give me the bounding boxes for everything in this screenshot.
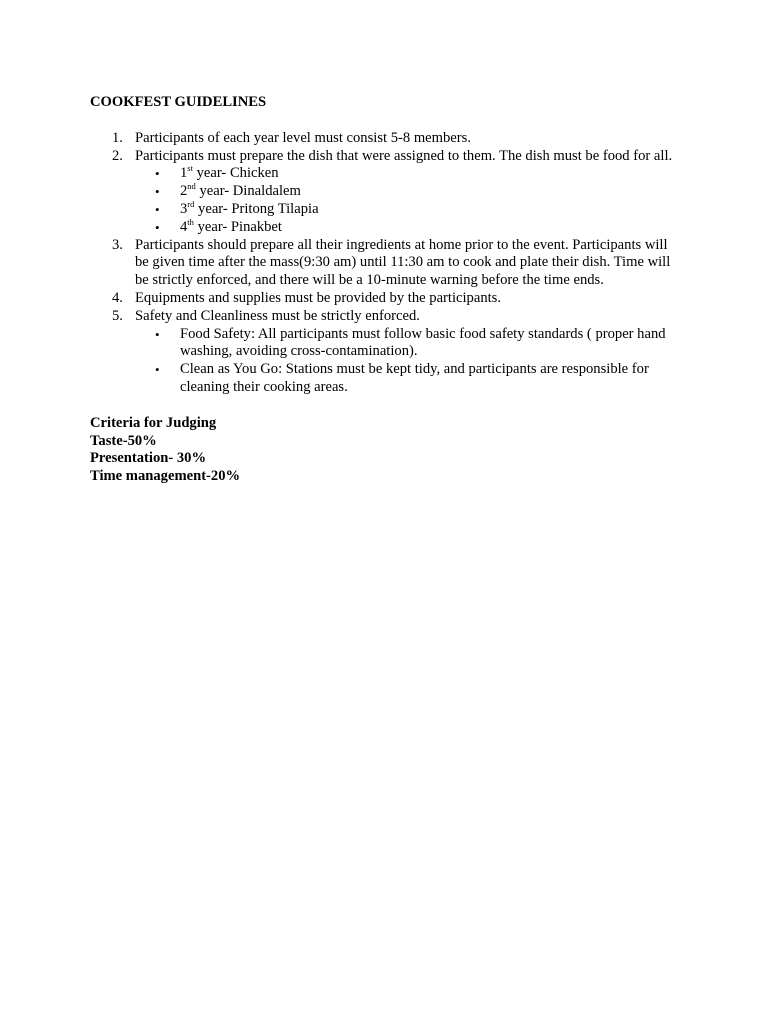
sub-list-item-text: Clean as You Go: Stations must be kept tidy, and participants are responsible for cleaning their cooking areas. [180, 361, 649, 395]
list-item [90, 308, 680, 397]
bullet-icon: • [155, 326, 160, 342]
sub-list-item [135, 361, 680, 397]
ordinal-suffix: st [187, 163, 193, 174]
sub-list-item [135, 198, 680, 219]
year-dish-text: year- Dinaldalem [195, 183, 301, 200]
list-item-number: 5. [112, 307, 123, 324]
list-item-number: 1. [112, 129, 123, 146]
bullet-icon: • [155, 219, 160, 235]
bullet-icon: • [155, 362, 160, 378]
safety-list [135, 326, 680, 397]
sub-list-item-text: Food Safety: All participants must follow basic food safety standards ( proper hand washing, avoiding cross-contamination). [180, 325, 666, 360]
guidelines-list [90, 130, 680, 397]
year-number: 2 [180, 183, 188, 200]
ordinal-suffix: rd [187, 198, 195, 209]
list-item [90, 237, 680, 290]
list-item-number: 4. [112, 289, 123, 306]
sub-list-item [135, 183, 680, 201]
criteria-heading: Criteria for Judging [90, 414, 217, 431]
list-item-text: Safety and Cleanliness must be strictly enforced. [135, 307, 420, 324]
year-number: 4 [180, 218, 188, 235]
list-item-text: Participants of each year level must consist 5-8 members. [135, 129, 471, 146]
list-item-text: Participants must prepare the dish that were assigned to them. The dish must be food for all. [135, 147, 673, 164]
ordinal-suffix: th [187, 216, 194, 227]
year-dish-text: year- Pinakbet [193, 218, 282, 235]
bullet-icon: • [155, 166, 160, 182]
ordinal-suffix: nd [187, 181, 196, 192]
list-item [90, 148, 680, 237]
year-dish-text: year- Pritong Tilapia [194, 200, 319, 217]
year-number: 3 [180, 200, 188, 217]
sub-list-item [135, 326, 680, 362]
criteria-line: Presentation- 30% [90, 450, 207, 467]
criteria-line: Taste-50% [90, 432, 157, 449]
bullet-icon: • [155, 201, 160, 217]
document-title: COOKFEST GUIDELINES [90, 94, 267, 110]
bullet-icon: • [155, 184, 160, 200]
sub-list-item [135, 165, 680, 183]
judging-criteria [90, 415, 680, 486]
list-item-text: Equipments and supplies must be provided by the participants. [135, 289, 501, 306]
list-item-number: 3. [112, 236, 123, 253]
list-item [90, 130, 680, 148]
document-content [90, 94, 680, 486]
year-dish-text: year- Chicken [192, 165, 279, 182]
year-dish-list [135, 165, 680, 236]
year-number: 1 [180, 165, 188, 182]
list-item [90, 290, 680, 308]
list-item-number: 2. [112, 147, 123, 164]
criteria-line: Time management-20% [90, 468, 241, 485]
sub-list-item [135, 216, 680, 237]
list-item-text: Participants should prepare all their ingredients at home prior to the event. Participants will be given time after the mass(9:30 am) until 11:30 am to cook and plate their dish. Time will be strictly enforced, and there will be a 10-minute warning before the time ends. [135, 236, 671, 289]
